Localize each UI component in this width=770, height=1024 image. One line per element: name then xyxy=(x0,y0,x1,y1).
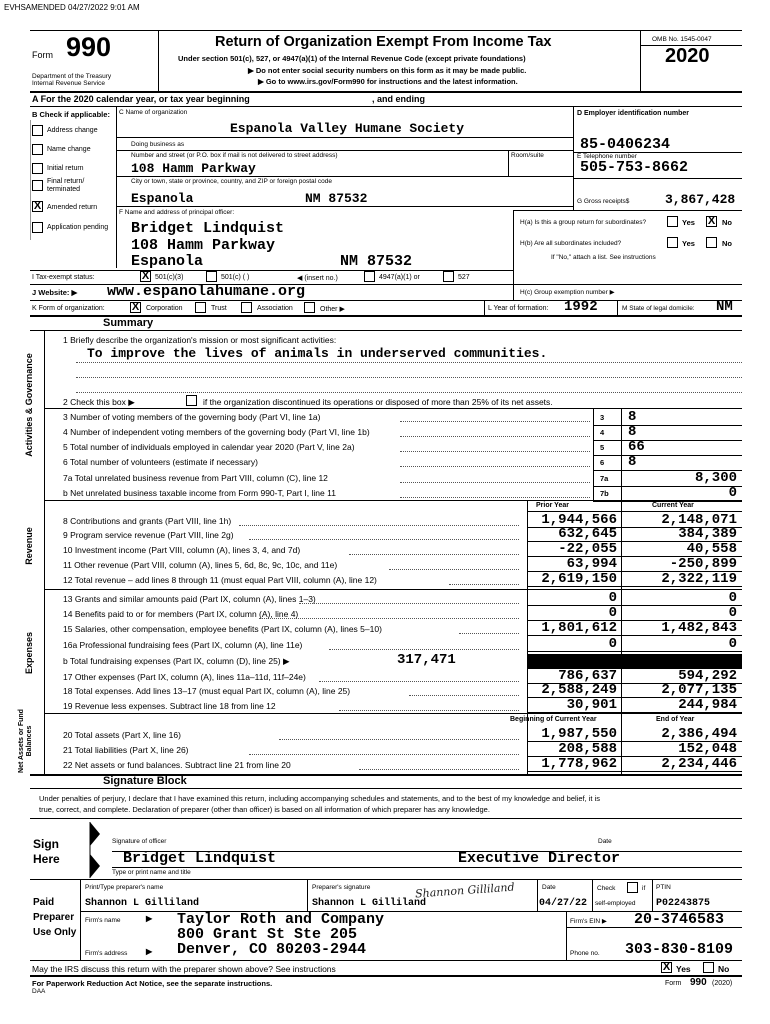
paperwork-notice: For Paperwork Reduction Act Notice, see the separate instructions. xyxy=(32,979,273,988)
street-value: 108 Hamm Parkway xyxy=(131,161,256,176)
if-label: if xyxy=(642,885,646,892)
side-net-assets: Net Assets or Fund Balances xyxy=(18,709,33,773)
line16b-value: 317,471 xyxy=(397,652,456,668)
footer-form-word: Form xyxy=(665,980,682,987)
gov-line-label: 7a Total unrelated business revenue from Part VIII, column (C), line 12 xyxy=(63,473,328,483)
amount-line-label: 22 Net assets or fund balances. Subtract line 21 from line 20 xyxy=(63,760,291,770)
prior-year-value: 2,588,249 xyxy=(541,682,617,698)
phone-label: E Telephone number xyxy=(577,153,637,160)
filing-stamp: EVHSAMENDED 04/27/2022 9:01 AM xyxy=(4,3,140,12)
current-year-value: -250,899 xyxy=(669,556,737,572)
prep-sig-label: Preparer's signature xyxy=(312,884,371,891)
other-checkbox[interactable] xyxy=(304,302,315,313)
prior-year-value: 63,994 xyxy=(566,556,617,572)
street-label: Number and street (or P.O. box if mail is not delivered to street address) xyxy=(131,152,338,159)
final-return-checkbox[interactable] xyxy=(32,180,43,191)
prep-sig-name-value: Shannon L Gilliland xyxy=(312,898,427,909)
ha-label: H(a) Is this a group return for subordinates? xyxy=(520,219,647,226)
insert-no-label: ◀ (insert no.) xyxy=(297,275,338,282)
col-begin-year: Beginning of Current Year xyxy=(510,716,597,723)
firm-name-arrow-icon: ▶ xyxy=(146,914,153,923)
discontinued-checkbox[interactable] xyxy=(186,395,197,406)
prior-year-value: 1,801,612 xyxy=(541,620,617,636)
amount-line-label: 16a Professional fundraising fees (Part IX, column (A), line 11e) xyxy=(63,640,303,650)
current-year-value: 2,148,071 xyxy=(661,512,737,528)
prep-date-label: Date xyxy=(542,884,556,891)
ha-yes-label: Yes xyxy=(682,218,695,227)
prep-name-value: Shannon L Gilliland xyxy=(85,898,200,909)
gov-line-box: 6 xyxy=(600,458,605,467)
amount-line-label: 17 Other expenses (Part IX, column (A), lines 11a–11d, 11f–24e) xyxy=(63,672,306,682)
ptin-label: PTIN xyxy=(656,884,671,891)
prep-name-label: Print/Type preparer's name xyxy=(85,884,164,891)
ha-yes-checkbox[interactable] xyxy=(667,216,678,227)
irs-label: Internal Revenue Service xyxy=(32,80,105,87)
prior-year-value: 1,987,550 xyxy=(541,726,617,742)
instructions-notice: ▶ Go to www.irs.gov/Form990 for instructions and the latest information. xyxy=(258,77,518,86)
side-revenue: Revenue xyxy=(24,527,34,565)
tax-year: 2020 xyxy=(665,45,710,67)
side-governance: Activities & Governance xyxy=(24,353,34,457)
sign-date-label: Date xyxy=(598,838,612,845)
col-prior-year: Prior Year xyxy=(536,502,569,509)
discuss-yes-checkbox[interactable]: X xyxy=(662,961,671,973)
perjury-text: Under penalties of perjury, I declare that I have examined this return, including accompanying schedules and statements, and to the best of my knowledge and belief, it is xyxy=(39,794,601,803)
sign-label: Sign xyxy=(33,837,59,851)
527-checkbox[interactable] xyxy=(443,271,454,282)
city-label: City or town, state or province, country, and ZIP or foreign postal code xyxy=(131,178,332,185)
form-title: Return of Organization Exempt From Income Tax xyxy=(215,34,552,50)
officer-name: Bridget Lindquist xyxy=(131,220,285,237)
address-change-checkbox[interactable] xyxy=(32,125,43,136)
officer-label: F Name and address of principal officer: xyxy=(119,209,235,216)
gov-line-box: 7a xyxy=(600,474,609,483)
trust-checkbox[interactable] xyxy=(195,302,206,313)
gov-line-value: 8,300 xyxy=(694,470,737,486)
gov-line-value: 8 xyxy=(628,454,637,470)
check-label: Check xyxy=(597,885,616,892)
type-name-label: Type or print name and title xyxy=(112,869,191,876)
current-year-value: 2,234,446 xyxy=(661,756,737,772)
current-year-value: 384,389 xyxy=(678,526,737,542)
officer-street: 108 Hamm Parkway xyxy=(131,237,276,254)
firm-address-line2: Denver, CO 80203-2944 xyxy=(177,941,367,958)
gov-line-value: 8 xyxy=(628,409,637,425)
room-label: Room/suite xyxy=(511,152,544,159)
4947-label: 4947(a)(1) or xyxy=(379,274,420,281)
amount-line-label: 20 Total assets (Part X, line 16) xyxy=(63,730,181,740)
prep-signature-image: Shannon Gilliland xyxy=(414,880,515,901)
mission-text: To improve the lives of animals in underserved communities. xyxy=(87,346,548,361)
org-name-label: C Name of organization xyxy=(119,109,188,116)
amount-line-label: 8 Contributions and grants (Part VIII, line 1h) xyxy=(63,516,232,526)
discuss-question: May the IRS discuss this return with the preparer shown above? See instructions xyxy=(32,964,336,974)
prior-year-value: 1,778,962 xyxy=(541,756,617,772)
527-label: 527 xyxy=(458,274,470,281)
prior-year-value: 1,944,566 xyxy=(541,512,617,528)
discuss-yes-label: Yes xyxy=(676,964,691,974)
amount-line-label: 19 Revenue less expenses. Subtract line 18 from line 12 xyxy=(63,701,276,711)
association-checkbox[interactable] xyxy=(241,302,252,313)
prior-year-value: 30,901 xyxy=(566,697,617,713)
4947-checkbox[interactable] xyxy=(364,271,375,282)
current-year-value: 2,077,135 xyxy=(661,682,737,698)
phone-no-label: Phone no. xyxy=(570,950,600,957)
year-formation-value: 1992 xyxy=(564,299,598,315)
footer-year: (2020) xyxy=(712,980,733,987)
amount-line-label: 9 Program service revenue (Part VIII, line 2g) xyxy=(63,530,234,540)
sign-here-arrow-icon xyxy=(88,822,102,878)
firm-name-label: Firm's name xyxy=(85,917,121,924)
gov-line-value: 66 xyxy=(628,439,645,455)
year-formation-label: L Year of formation: xyxy=(488,305,549,312)
gov-line-label: b Net unrelated business taxable income from Form 990-T, Part I, line 11 xyxy=(63,488,336,498)
current-year-value: 594,292 xyxy=(678,668,737,684)
form-subtitle: Under section 501(c), 527, or 4947(a)(1) of the Internal Revenue Code (except private foundations) xyxy=(178,54,526,63)
domicile-label: M State of legal domicile: xyxy=(622,305,695,312)
prior-year-value: 632,645 xyxy=(558,526,617,542)
officer-city: Espanola xyxy=(131,253,204,270)
city-value: Espanola xyxy=(131,191,194,206)
preparer-label: Preparer xyxy=(33,912,75,923)
omb-number: OMB No. 1545-0047 xyxy=(652,36,712,43)
line2-label: 2 Check this box ▶ xyxy=(63,397,135,407)
firm-address-arrow-icon: ▶ xyxy=(146,947,153,956)
gov-line-label: 6 Total number of volunteers (estimate if necessary) xyxy=(63,457,258,467)
dept-treasury: Department of the Treasury xyxy=(32,73,112,80)
current-year-value: 2,386,494 xyxy=(661,726,737,742)
hb-yes-checkbox[interactable] xyxy=(667,237,678,248)
gov-line-box: 3 xyxy=(600,413,605,422)
h-note: If "No," attach a list. See instructions xyxy=(551,254,656,261)
amount-line-label: 12 Total revenue – add lines 8 through 11 (must equal Part VIII, column (A), line 12) xyxy=(63,575,377,585)
current-year-value: 0 xyxy=(728,636,737,652)
address-change-label: Address change xyxy=(47,127,98,134)
dba-label: Doing business as xyxy=(131,141,185,148)
col-end-year: End of Year xyxy=(656,716,695,723)
ein-value: 85-0406234 xyxy=(580,136,671,153)
ptin-value: P02243875 xyxy=(656,898,711,909)
officer-name-signed: Bridget Lindquist xyxy=(123,850,277,867)
firm-phone-value: 303-830-8109 xyxy=(625,941,734,958)
i-label: I Tax-exempt status: xyxy=(32,274,95,281)
form-number: 990 xyxy=(66,32,112,62)
501c-label: 501(c) ( ) xyxy=(221,274,250,281)
discuss-no-checkbox[interactable] xyxy=(703,962,714,973)
ssn-notice: ▶ Do not enter social security numbers on this form as it may be made public. xyxy=(248,66,527,75)
website-label: J Website: ▶ xyxy=(32,288,78,297)
application-pending-label: Application pending xyxy=(47,224,109,231)
gov-line-label: 5 Total number of individuals employed in calendar year 2020 (Part V, line 2a) xyxy=(63,442,355,452)
b-label: B Check if applicable: xyxy=(32,110,110,119)
line16b-label: b Total fundraising expenses (Part IX, column (D), line 25) ▶ xyxy=(63,656,290,666)
ha-no-checkbox[interactable]: X xyxy=(707,215,716,227)
amount-line-label: 13 Grants and similar amounts paid (Part IX, column (A), lines 1–3) xyxy=(63,594,316,604)
self-employed-checkbox[interactable] xyxy=(627,882,638,893)
final-return-label: Final return/ terminated xyxy=(47,178,85,193)
here-label: Here xyxy=(33,852,60,866)
current-year-value: 2,322,119 xyxy=(661,571,737,587)
col-current-year: Current Year xyxy=(652,502,694,509)
officer-state-zip: NM 87532 xyxy=(340,253,413,270)
hb-no-checkbox[interactable] xyxy=(706,237,717,248)
discuss-no-label: No xyxy=(718,964,730,974)
website-value: www.espanolahumane.org xyxy=(107,283,306,300)
firm-ein-label: Firm's EIN ▶ xyxy=(570,918,607,925)
current-year-value: 0 xyxy=(728,605,737,621)
self-employed-label: self-employed xyxy=(595,900,636,907)
501c-checkbox[interactable] xyxy=(206,271,217,282)
daa-label: DAA xyxy=(32,988,46,995)
ein-label: D Employer identification number xyxy=(577,110,690,117)
application-pending-checkbox[interactable] xyxy=(32,222,43,233)
corporation-label: Corporation xyxy=(146,305,183,312)
amount-line-label: 15 Salaries, other compensation, employee benefits (Part IX, column (A), lines 5–10) xyxy=(63,624,382,634)
perjury-text-2: true, correct, and complete. Declaration of preparer (other than officer) is based on all information of which preparer has any knowledge. xyxy=(39,805,490,814)
initial-return-checkbox[interactable] xyxy=(32,163,43,174)
current-year-value: 244,984 xyxy=(678,697,737,713)
current-year-value: 40,558 xyxy=(686,541,737,557)
ha-no-label: No xyxy=(722,218,732,227)
gov-line-label: 3 Number of voting members of the governing body (Part VI, line 1a) xyxy=(63,412,321,422)
amount-line-label: 21 Total liabilities (Part X, line 26) xyxy=(63,745,189,755)
other-label: Other ▶ xyxy=(320,306,345,313)
association-label: Association xyxy=(257,305,293,312)
prior-year-value: 0 xyxy=(608,590,617,606)
prior-year-value: 0 xyxy=(608,605,617,621)
trust-label: Trust xyxy=(211,305,227,312)
firm-name-value: Taylor Roth and Company xyxy=(177,911,385,928)
gov-line-box: 4 xyxy=(600,428,605,437)
name-change-label: Name change xyxy=(47,146,91,153)
amended-return-checkbox[interactable]: X xyxy=(33,200,42,212)
phone-value: 505-753-8662 xyxy=(580,159,689,176)
hb-no-label: No xyxy=(722,239,732,248)
hb-label: H(b) Are all subordinates included? xyxy=(520,240,622,247)
gov-line-label: 4 Number of independent voting members of the governing body (Part VI, line 1b) xyxy=(63,427,370,437)
officer-title: Executive Director xyxy=(458,850,621,867)
part2-title: Signature Block xyxy=(103,775,187,787)
prior-year-value: 208,588 xyxy=(558,741,617,757)
prep-date-value: 04/27/22 xyxy=(539,898,588,909)
gov-line-box: 5 xyxy=(600,443,605,452)
use-only-label: Use Only xyxy=(33,927,77,938)
firm-ein-value: 20-3746583 xyxy=(634,911,725,928)
prior-year-value: 0 xyxy=(608,636,617,652)
firm-address-label: Firm's address xyxy=(85,950,128,957)
amount-line-label: 14 Benefits paid to or for members (Part IX, column (A), line 4) xyxy=(63,609,299,619)
footer-form-number: 990 xyxy=(690,977,707,988)
side-expenses: Expenses xyxy=(24,631,34,675)
part1-title: Summary xyxy=(103,317,154,329)
current-year-value: 152,048 xyxy=(678,741,737,757)
gov-line-value: 0 xyxy=(728,485,737,501)
gross-receipts-label: G Gross receipts$ xyxy=(577,198,630,205)
state-zip-value: NM 87532 xyxy=(305,191,368,206)
501c3-checkbox[interactable]: X xyxy=(141,270,150,282)
prior-year-value: 786,637 xyxy=(558,668,617,684)
hb-yes-label: Yes xyxy=(682,239,695,248)
gross-receipts-value: 3,867,428 xyxy=(665,192,736,207)
corporation-checkbox[interactable]: X xyxy=(131,301,140,313)
officer-signature-label: Signature of officer xyxy=(112,838,167,845)
amended-return-label: Amended return xyxy=(47,204,98,211)
amount-line-label: 10 Investment income (Part VIII, column (A), lines 3, 4, and 7d) xyxy=(63,545,301,555)
gov-line-box: 7b xyxy=(600,489,609,498)
gov-line-value: 8 xyxy=(628,424,637,440)
prior-year-value: -22,055 xyxy=(558,541,617,557)
name-change-checkbox[interactable] xyxy=(32,144,43,155)
hc-label: H(c) Group exemption number ▶ xyxy=(520,289,615,296)
prior-year-value: 2,619,150 xyxy=(541,571,617,587)
line-a: A For the 2020 calendar year, or tax year beginning xyxy=(32,94,250,104)
form-word: Form xyxy=(32,50,53,60)
line2-text: if the organization discontinued its operations or disposed of more than 25% of its net assets. xyxy=(203,397,553,407)
domicile-value: NM xyxy=(716,299,733,315)
amount-line-label: 11 Other revenue (Part VIII, column (A), lines 5, 6d, 8c, 9c, 10c, and 11e) xyxy=(63,560,338,570)
501c3-label: 501(c)(3) xyxy=(155,274,184,281)
initial-return-label: Initial return xyxy=(47,165,84,172)
firm-address-line1: 800 Grant St Ste 205 xyxy=(177,926,358,943)
amount-line-label: 18 Total expenses. Add lines 13–17 (must equal Part IX, column (A), line 25) xyxy=(63,686,351,696)
line1-label: 1 Briefly describe the organization's mission or most significant activities: xyxy=(63,335,337,345)
paid-label: Paid xyxy=(33,897,55,908)
k-label: K Form of organization: xyxy=(32,305,105,312)
current-year-value: 1,482,843 xyxy=(661,620,737,636)
and-ending: , and ending xyxy=(372,94,425,104)
org-name: Espanola Valley Humane Society xyxy=(230,121,465,136)
current-year-value: 0 xyxy=(728,590,737,606)
